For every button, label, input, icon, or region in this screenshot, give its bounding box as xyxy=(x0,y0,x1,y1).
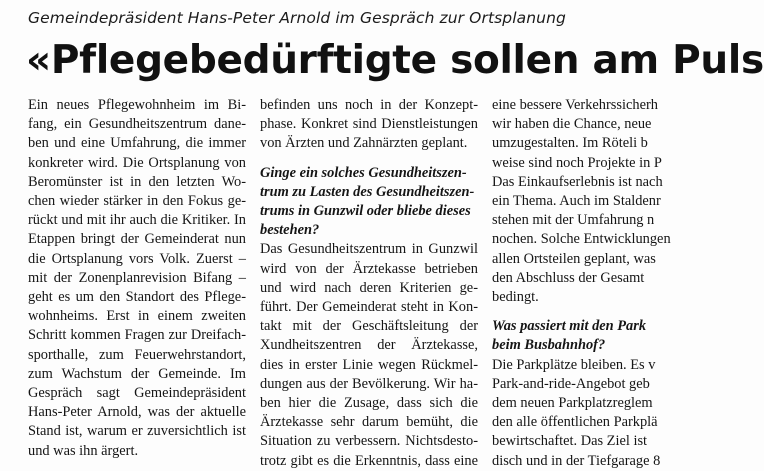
text-line: rückt und mit ihr auch die Kritiker. In xyxy=(28,212,246,229)
text-line: nochen. Solche Entwicklungen xyxy=(492,231,671,248)
paragraph-gap xyxy=(492,307,692,317)
text-line: Schritt kommen Fragen zur Dreifach- xyxy=(28,327,246,344)
text-line: sporthalle, zum Feuerwehrstandort, xyxy=(28,346,246,363)
text-line: Gespräch sagt Gemeindepräsident xyxy=(28,385,246,402)
text-line: konkreter wird. Die Ortsplanung von xyxy=(28,154,246,171)
text-line: die Ortsplanung vors Volk. Zuerst – xyxy=(28,250,246,267)
text-line: bewirtschaftet. Das Ziel ist xyxy=(492,433,648,450)
text-line: den Abschluss der Gesamt xyxy=(492,269,645,286)
article-column-1 xyxy=(28,96,246,461)
text-line: zum Wachstum der Gemeinde. Im xyxy=(28,365,246,382)
article-kicker: Gemeindepräsident Hans-Peter Arnold im Gespräch zur Ortsplanung xyxy=(28,9,566,27)
text-line: Das Gesundheitszentrum in Gunzwil xyxy=(260,241,478,258)
text-line: den alle öffentlichen Parkplä xyxy=(492,414,658,431)
text-line: Ärztekasse sehr darum bemüht, die xyxy=(260,414,478,431)
text-line: weise sind noch Projekte in P xyxy=(492,154,662,171)
article-column-3 xyxy=(492,96,692,471)
interview-question: trums in Gunzwil oder bliebe dieses xyxy=(260,203,471,220)
text-line: und wird nach deren Kriterien ge- xyxy=(260,279,478,296)
text-line: chen wieder stärker in den Fokus ge- xyxy=(28,193,246,210)
text-line: phase. Konkret sind Dienstleistungen xyxy=(260,116,478,133)
text-line: wir haben die Chance, neue xyxy=(492,116,652,133)
paragraph-gap xyxy=(260,154,478,164)
text-line: von Ärzten und Zahnärzten geplant. xyxy=(260,135,468,152)
text-line: führt. Der Gemeinderat steht in Kon- xyxy=(260,299,478,316)
article-headline: «Pflegebedürftigte sollen am Puls xyxy=(26,38,764,83)
text-line: disch und in der Tiefgarage 8 xyxy=(492,452,661,469)
text-line: dies in erster Linie wegen Rückmel- xyxy=(260,356,478,373)
text-line: Situation zu verbessern. Nichtsdesto- xyxy=(260,433,478,450)
text-line: Park-and-ride-Angebot geb xyxy=(492,375,650,392)
text-line: Stand ist, warum er zuversichtlich ist xyxy=(28,423,246,440)
text-line: mit der Zonenplanrevision Bifang – xyxy=(28,269,246,286)
text-line: eine bessere Verkehrssicherh xyxy=(492,97,658,113)
text-line: bedingt. xyxy=(492,289,539,306)
text-line: und was ihn ärgert. xyxy=(28,442,139,459)
text-line: ein Thema. Auch im Staldenr xyxy=(492,193,661,210)
text-line: ben und eine Umfahrung, die immer xyxy=(28,135,246,152)
text-line: fang, ein Gesundheitszentrum dane- xyxy=(28,116,246,133)
text-line: befinden uns noch in der Konzept- xyxy=(260,97,478,113)
text-line: Ein neues Pflegewohnheim im Bi- xyxy=(28,97,246,113)
interview-question: Ginge ein solches Gesundheitszen- xyxy=(260,164,467,181)
text-line: wird von der Ärztekasse betrieben xyxy=(260,260,478,277)
interview-question: beim Busbahnhof? xyxy=(492,337,606,354)
text-line: Die Parkplätze bleiben. Es v xyxy=(492,356,656,373)
text-line: geht es um den Standort des Pflege- xyxy=(28,289,246,306)
text-line: allen Ortsteilen geplant, was xyxy=(492,250,656,267)
text-line: dungen aus der Bevölkerung. Wir ha- xyxy=(260,375,478,392)
text-line: Beromünster ist in den letzten Wo- xyxy=(28,173,246,190)
text-line: Das Einkaufserlebnis ist nach xyxy=(492,173,663,190)
text-line: umzugestalten. Im Röteli b xyxy=(492,135,648,152)
text-line: trotz gibt es die Erkenntnis, dass eine xyxy=(260,452,478,469)
text-line: ben hier die Zusage, dass sich die xyxy=(260,395,478,412)
article-column-2 xyxy=(260,96,478,471)
text-line: Xundheitszentren der Ärztekasse, xyxy=(260,337,478,354)
text-line: Etappen bringt der Gemeinderat nun xyxy=(28,231,246,248)
text-line: dem neuen Parkplatzreglem xyxy=(492,395,653,412)
text-line: takt mit der Geschäftsleitung der xyxy=(260,318,478,335)
text-line: Hans-Peter Arnold, was der aktuelle xyxy=(28,404,246,421)
interview-question: bestehen? xyxy=(260,222,320,239)
interview-question: trum zu Lasten des Gesundheitszen- xyxy=(260,183,475,200)
interview-question: Was passiert mit den Park xyxy=(492,318,647,335)
text-line: wohnheims. Erst in einem zweiten xyxy=(28,308,246,325)
text-line: stehen mit der Umfahrung n xyxy=(492,212,655,229)
